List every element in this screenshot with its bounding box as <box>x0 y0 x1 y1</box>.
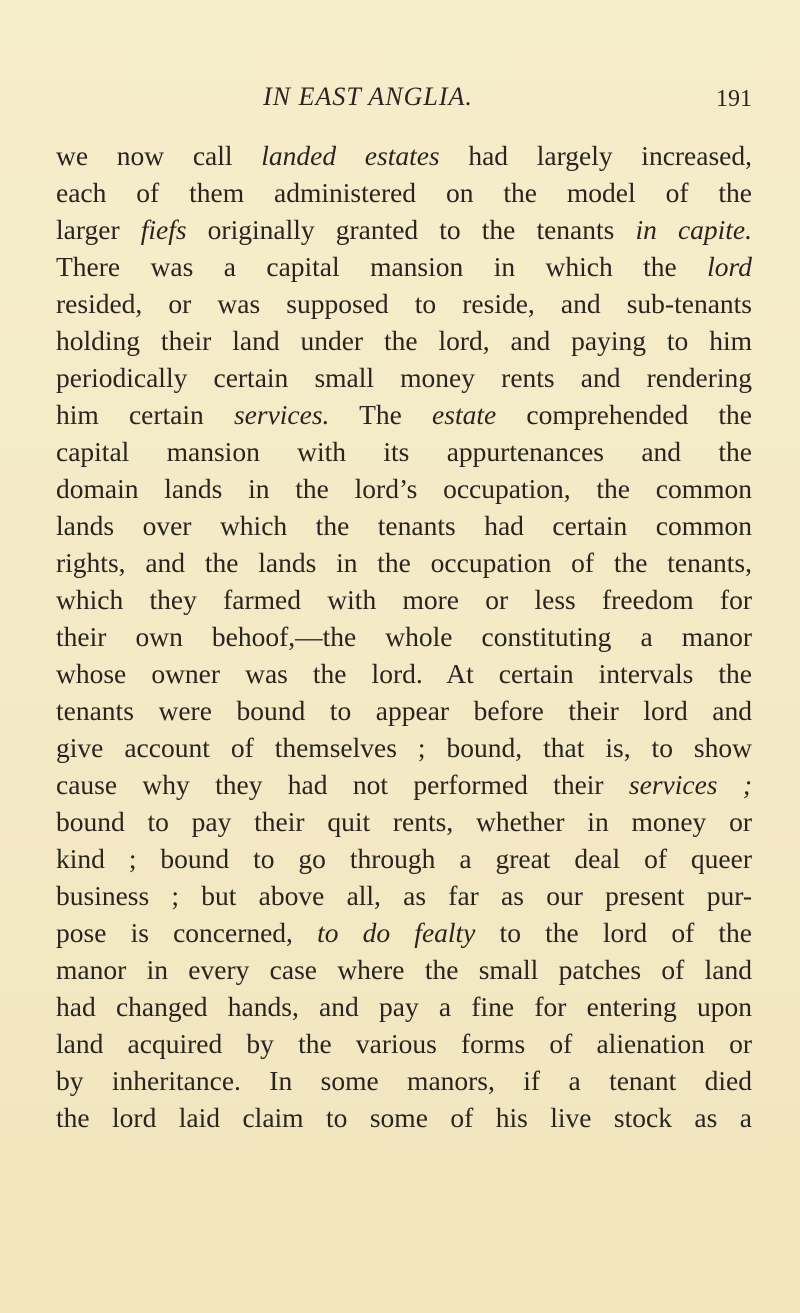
text-segment: holding their land under the lord, and paying to him <box>56 325 752 356</box>
text-line <box>56 803 752 840</box>
text-line <box>56 655 752 692</box>
text-line <box>56 137 752 174</box>
italic-text: estate <box>432 399 497 430</box>
text-segment: their own behoof,—the whole constituting a manor <box>56 621 752 652</box>
text-segment: manor in every case where the small patches of land <box>56 954 752 985</box>
text-segment: had changed hands, and pay a fine for entering upon <box>56 991 752 1022</box>
text-line <box>56 359 752 396</box>
text-line <box>56 581 752 618</box>
text-line <box>56 507 752 544</box>
running-head-title: IN EAST ANGLIA. <box>263 82 473 111</box>
text-segment: larger <box>56 214 141 245</box>
text-line <box>56 433 752 470</box>
text-segment: we now call <box>56 140 262 171</box>
body-text <box>56 137 752 1136</box>
page-number: 191 <box>716 86 752 112</box>
text-segment: give account of themselves ; bound, that is, to show <box>56 732 752 763</box>
text-line <box>56 988 752 1025</box>
text-segment: originally granted to the tenants <box>186 214 636 245</box>
text-segment: bound to pay their quit rents, whether in money or <box>56 806 752 837</box>
text-line <box>56 211 752 248</box>
text-line <box>56 914 752 951</box>
italic-text: fiefs <box>140 214 187 245</box>
text-segment: each of them administered on the model of the <box>56 177 752 208</box>
text-line <box>56 174 752 211</box>
text-segment: pose is concerned, <box>56 917 318 948</box>
italic-text: in capite. <box>635 214 753 245</box>
text-segment: The <box>329 399 433 430</box>
italic-text: to do fealty <box>317 917 476 948</box>
text-segment: kind ; bound to go through a great deal of queer <box>56 843 752 874</box>
text-segment: the lord laid claim to some of his live stock as a <box>56 1102 752 1133</box>
text-line <box>56 322 752 359</box>
text-segment: comprehended the <box>496 399 753 430</box>
text-line <box>56 544 752 581</box>
text-line <box>56 618 752 655</box>
text-segment: lands over which the tenants had certain common <box>56 510 752 541</box>
text-line <box>56 285 752 322</box>
text-segment: whose owner was the lord. At certain intervals the <box>56 658 752 689</box>
text-segment: rights, and the lands in the occupation of the tenants, <box>56 547 752 578</box>
running-head <box>0 76 800 116</box>
text-segment: by inheritance. In some manors, if a tenant died <box>56 1065 752 1096</box>
italic-text: services. <box>233 399 330 430</box>
text-line <box>56 951 752 988</box>
text-segment: cause why they had not performed their <box>56 769 629 800</box>
text-line <box>56 1062 752 1099</box>
text-segment: him certain <box>56 399 234 430</box>
text-line <box>56 766 752 803</box>
text-segment: resided, or was supposed to reside, and sub-tenants <box>56 288 752 319</box>
text-line <box>56 729 752 766</box>
text-line <box>56 470 752 507</box>
text-line <box>56 692 752 729</box>
text-segment: There was a capital mansion in which the <box>56 251 708 282</box>
text-segment: business ; but above all, as far as our present pur- <box>56 880 752 911</box>
text-line <box>56 1099 752 1136</box>
text-segment: domain lands in the lord’s occupation, the common <box>56 473 752 504</box>
text-segment: tenants were bound to appear before their lord and <box>56 695 752 726</box>
text-line <box>56 1025 752 1062</box>
text-line <box>56 396 752 433</box>
text-line <box>56 840 752 877</box>
text-segment: periodically certain small money rents and rendering <box>56 362 752 393</box>
text-segment: which they farmed with more or less freedom for <box>56 584 752 615</box>
text-segment: to the lord of the <box>475 917 752 948</box>
italic-text: lord <box>707 251 752 282</box>
text-segment: had largely increased, <box>439 140 753 171</box>
italic-text: services ; <box>628 769 752 800</box>
text-segment: land acquired by the various forms of alienation or <box>56 1028 752 1059</box>
text-segment: capital mansion with its appurtenances and the <box>56 436 752 467</box>
italic-text: landed estates <box>261 140 440 171</box>
text-line <box>56 877 752 914</box>
text-line <box>56 248 752 285</box>
